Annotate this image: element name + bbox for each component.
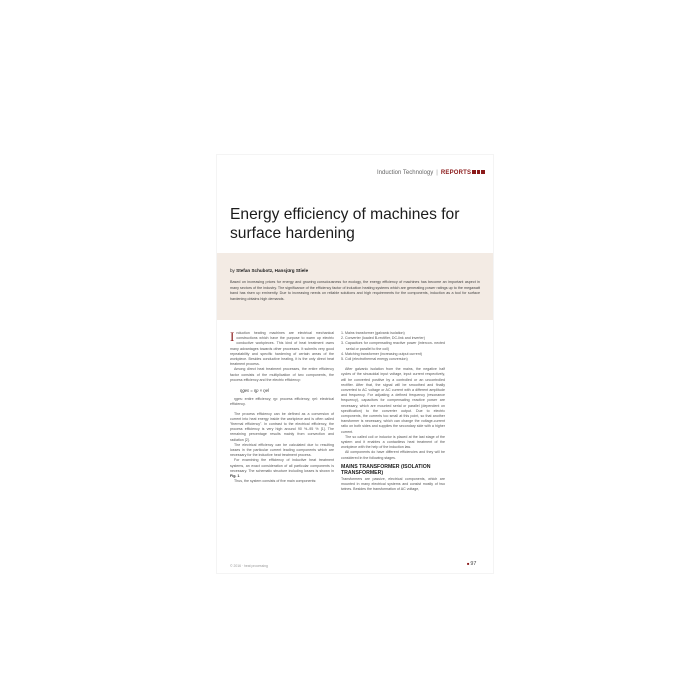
drop-cap: I bbox=[230, 329, 235, 344]
footer-copyright: © 2016 · heat processing bbox=[230, 564, 268, 568]
byline bbox=[230, 268, 308, 273]
paragraph: Transformers are passive, electrical components, which are mounted in many electrical systems and consist mostly of two twines. Besides the transformation of AC voltage, bbox=[341, 476, 445, 492]
list-item: 1. Mains transformer (galvanic isolation) bbox=[341, 331, 405, 335]
byline-prefix: by bbox=[230, 268, 235, 273]
paragraph: The so called coil or inductor is placed at the last stage of the system and it enables a contactless heat treatment of the workpiece with the help of the induction law. bbox=[341, 434, 445, 450]
header-square-icon bbox=[477, 170, 481, 174]
paragraph-text: nduction heating machines are electrical mechanical constructions which have the purpose to warm up electric conductive workpieces. This kind of heat treatment owns many advantages towards other processes. It submits very good repeatability and specific hardening of certain areas of the workpiece. Besides conductive heating, it is the only direct heat treatment process. bbox=[230, 331, 334, 367]
component-list bbox=[341, 331, 445, 362]
list-item: 5. Coil (electrothermal energy conversion) bbox=[341, 357, 408, 362]
column-2 bbox=[341, 331, 445, 492]
article-title: Energy efficiency of machines for surface hardening bbox=[230, 206, 460, 242]
page-number-text: 97 bbox=[470, 561, 477, 567]
formula: ηges = ηp × ηel bbox=[240, 388, 269, 394]
paragraph: After galvanic isolation from the mains, the negative half cycles of the sinusoidal input voltage, input current respectively, will be converted positive by a controlled or an uncontrolled rectifier. After that, the signal will be smoothed and finally converted to AC voltage or AC current with a different amplitude and frequency. For adjusting a defined frequency (resonance frequency), capacitors for compensating reactive power are necessary, which are mounted serial or parallel (dependent on specification) to the converter output. Due to electric components, the currents too small at this point, so that another transformer is necessary, which can change the voltage-current ratio on both sides and supplies the secondary side with a higher current. bbox=[341, 367, 445, 434]
list-item: 2. Converter (loaded B-rectifier, DC-link and inverter) bbox=[341, 336, 425, 341]
authors: Stefan Schubotz, Hansjürg Stiele bbox=[236, 268, 309, 273]
paragraph: All components do have different efficiencies and they will be considered in the following stages. bbox=[341, 450, 445, 460]
header-square-icon bbox=[472, 170, 476, 174]
paragraph bbox=[230, 458, 334, 479]
list-item: 4. Matching transformer (increasing output current) bbox=[341, 351, 422, 356]
paragraph: Thus, the system consists of five main components: bbox=[234, 479, 317, 484]
paragraph bbox=[230, 331, 334, 367]
section-heading: MAINS TRANSFORMER (ISOLATION TRANSFORMER) bbox=[341, 463, 431, 476]
triangle-icon: ■ bbox=[467, 561, 470, 566]
header-separator: | bbox=[436, 170, 438, 176]
header-square-icon bbox=[481, 170, 485, 174]
paragraph: Among direct heat treatment processes, the entire efficiency factor consists of the multiplication of two components, the process efficiency and the electric efficiency: bbox=[230, 367, 334, 382]
column-1 bbox=[230, 331, 334, 484]
paragraph-text: For examining the efficiency of inductive heat treatment systems, an exact consideration of all particular components is necessary. The schematic structure including losses is shown in bbox=[230, 458, 334, 473]
list-item: 3. Capacitors for compensating reactive power (intercon- nected serial or parallel to the coil) bbox=[341, 341, 445, 351]
paragraph: The process efficiency can be defined as a conversion of current into heat energy inside the workpiece and is often called "thermal efficiency". In contrast to the electrical efficiency, the process efficiency is very high around 90 %–95 % [1]. The remaining percentage results mainly from convection and radiation [2]. bbox=[230, 411, 334, 442]
paragraph: The electrical efficiency can be calculated due to resulting losses in the particular current leading components which are necessary for the inductive heat treatment process. bbox=[230, 442, 334, 458]
paragraph: ηges: entire efficiency; ηp: process efficiency; ηel: electrical efficiency. bbox=[230, 397, 334, 407]
header-category: REPORTS bbox=[440, 170, 472, 176]
paragraph-text: . bbox=[239, 474, 241, 479]
header-section: Induction Technology bbox=[377, 170, 434, 176]
page-number bbox=[467, 561, 476, 567]
running-header bbox=[377, 170, 485, 176]
abstract: Based on increasing prices for energy and growing consciousness for ecology, the energy efficiency of machines has become an important aspect in many sectors of the industry. The significance of the efficiency factor of induction heating systems which are generating power ratings up to the megawatt band has risen up eminently. Due to increasing needs on reliable solutions and high requirements for the components, induction as a tool for surface hardening obtains high demands. bbox=[230, 280, 480, 301]
figure-reference: Fig. 1 bbox=[230, 474, 240, 479]
